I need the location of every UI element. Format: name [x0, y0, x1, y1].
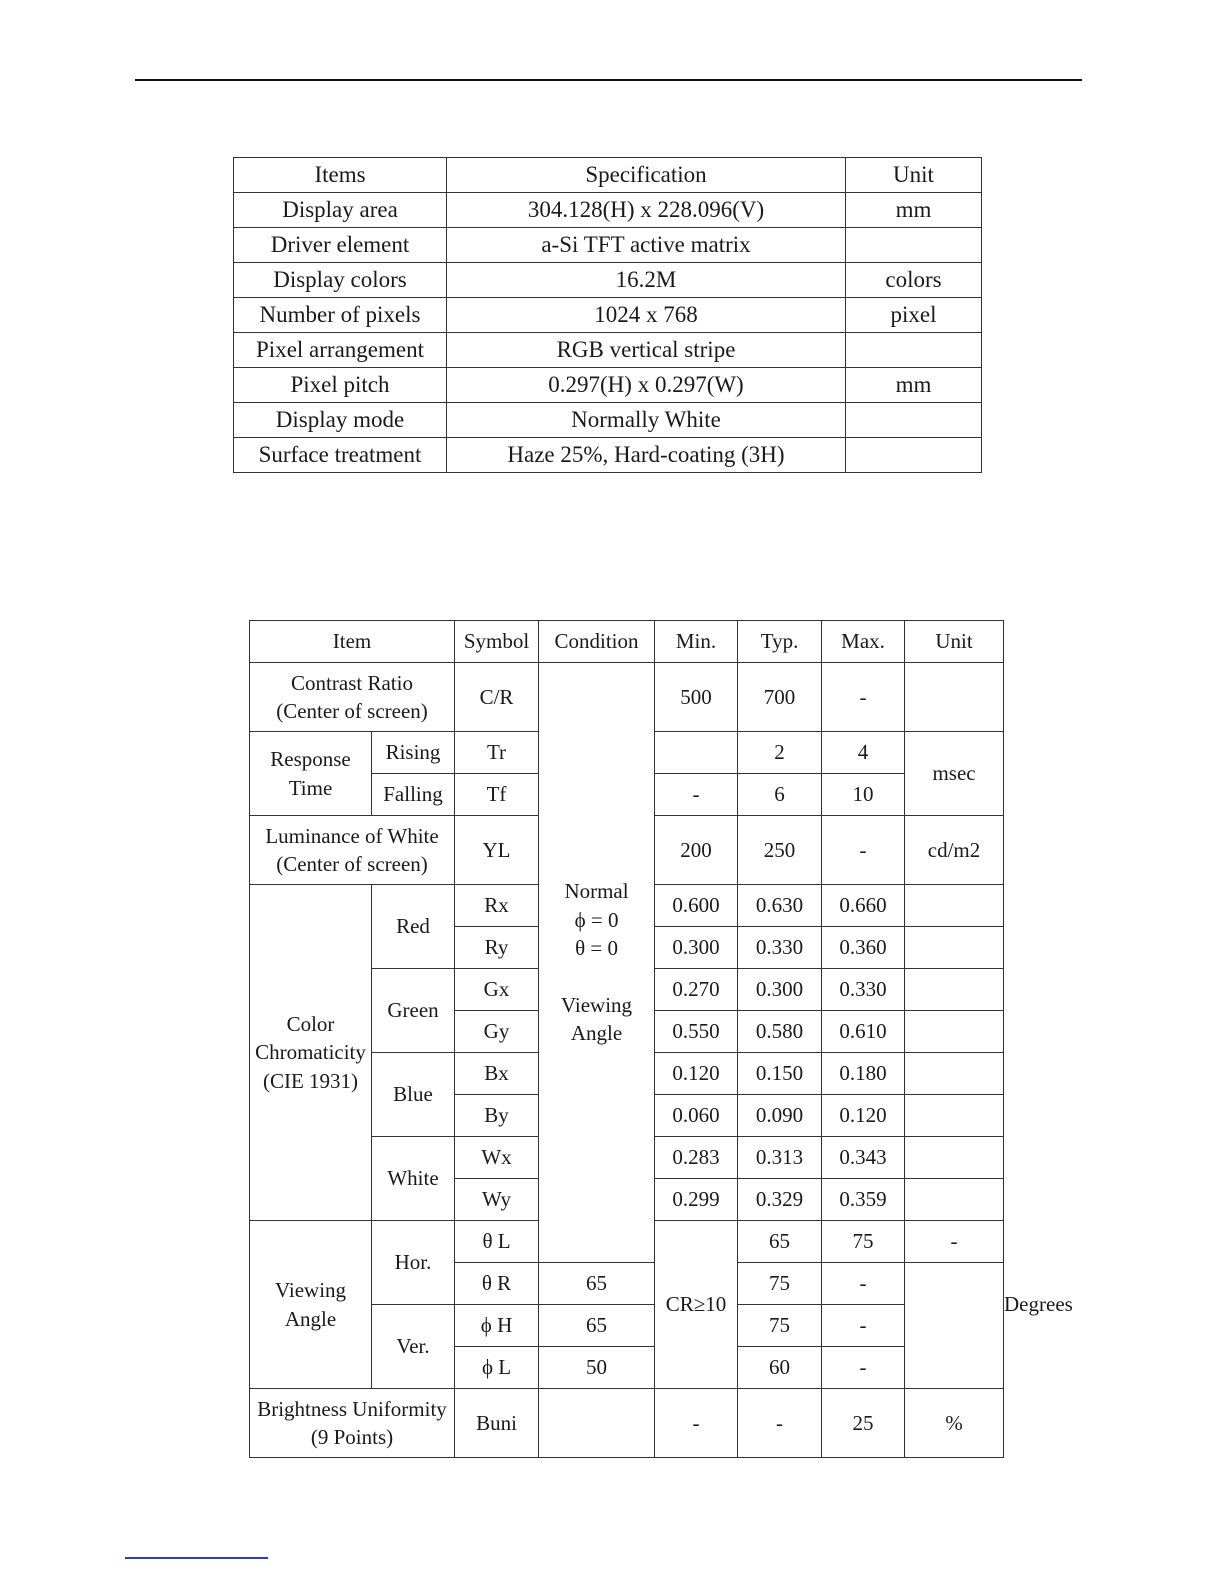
typ-cell: 0.580 [738, 1011, 822, 1053]
contrast-label [250, 663, 455, 732]
chroma-label-line3: (CIE 1931) [262, 1068, 359, 1093]
condition-normal-line2: ϕ = 0 [574, 907, 619, 932]
header-rule [135, 79, 1082, 81]
item-cell: Pixel arrangement [234, 333, 447, 368]
chroma-label-line2: Chromaticity [255, 1040, 366, 1065]
viewing-label-line2: Angle [284, 1306, 337, 1331]
max-cell: 0.180 [822, 1053, 905, 1095]
chroma-group-red: Red [372, 885, 455, 969]
min-cell: 0.300 [655, 927, 738, 969]
spec-header-row [234, 158, 982, 193]
header-items: Items [234, 158, 447, 193]
typ-cell: 0.090 [738, 1095, 822, 1137]
symbol-cell: C/R [455, 663, 539, 732]
table-row [234, 403, 982, 438]
min-cell: 65 [539, 1305, 655, 1347]
min-cell: 0.120 [655, 1053, 738, 1095]
symbol-cell: By [455, 1095, 539, 1137]
table-row [234, 228, 982, 263]
symbol-cell: Gx [455, 969, 539, 1011]
symbol-cell: Ry [455, 927, 539, 969]
unit-cell [905, 885, 1004, 927]
viewing-theta-l-row: Viewing Angle Hor. θ L CR≥10 65 75 - Degrees [250, 1221, 1004, 1263]
viewing-condition: CR≥10 [655, 1221, 738, 1389]
table-row [234, 298, 982, 333]
symbol-cell: Wy [455, 1179, 539, 1221]
min-cell: 0.270 [655, 969, 738, 1011]
typ-cell: 60 [738, 1347, 822, 1389]
symbol-cell: Tf [455, 774, 539, 816]
min-cell: 65 [738, 1221, 822, 1263]
unit-cell [905, 969, 1004, 1011]
typ-cell: 700 [738, 663, 822, 732]
header-unit: Unit [846, 158, 982, 193]
max-cell: 0.660 [822, 885, 905, 927]
unit-cell [846, 228, 982, 263]
max-cell: 4 [822, 732, 905, 774]
typ-cell: 0.150 [738, 1053, 822, 1095]
symbol-cell: Bx [455, 1053, 539, 1095]
table-row [234, 368, 982, 403]
spec-cell: 16.2M [447, 263, 846, 298]
uniformity-row [250, 1389, 1004, 1458]
chroma-label-line1: Color [286, 1011, 335, 1036]
contrast-row [250, 663, 1004, 732]
chroma-label [250, 885, 372, 1221]
max-cell: - [822, 1263, 905, 1305]
table-row [234, 333, 982, 368]
symbol-cell: Tr [455, 732, 539, 774]
falling-label: Falling [372, 774, 455, 816]
condition-normal-line5: Angle [570, 1021, 623, 1046]
response-label-line1: Response [270, 747, 351, 772]
condition-normal-line3: θ = 0 [575, 936, 618, 961]
min-cell: - [655, 774, 738, 816]
min-cell: 500 [655, 663, 738, 732]
optical-characteristics-table [249, 620, 1073, 1458]
typ-cell: 0.313 [738, 1137, 822, 1179]
contrast-label-line2: (Center of screen) [276, 699, 428, 723]
uniformity-label [250, 1389, 455, 1458]
header-item: Item [250, 621, 455, 663]
spec-cell: Normally White [447, 403, 846, 438]
unit-cell [905, 1053, 1004, 1095]
condition-normal-line4: Viewing [560, 992, 633, 1017]
symbol-cell: YL [455, 816, 539, 885]
table-row [234, 438, 982, 473]
symbol-cell: Buni [455, 1389, 539, 1458]
luminance-label [250, 816, 455, 885]
symbol-cell: Gy [455, 1011, 539, 1053]
header-unit: Unit [905, 621, 1004, 663]
unit-cell [905, 1179, 1004, 1221]
symbol-cell: θ R [455, 1263, 539, 1305]
header-max: Max. [822, 621, 905, 663]
max-cell: 0.360 [822, 927, 905, 969]
unit-cell: % [905, 1389, 1004, 1458]
header-symbol: Symbol [455, 621, 539, 663]
condition-normal-line1: Normal [564, 879, 629, 904]
typ-cell: - [738, 1389, 822, 1458]
min-cell: 0.550 [655, 1011, 738, 1053]
min-cell: - [655, 1389, 738, 1458]
max-cell: 0.120 [822, 1095, 905, 1137]
condition-normal [539, 663, 655, 1263]
item-cell: Display colors [234, 263, 447, 298]
header-min: Min. [655, 621, 738, 663]
unit-cell: colors [846, 263, 982, 298]
symbol-cell: ϕ L [455, 1347, 539, 1389]
typ-cell: 0.329 [738, 1179, 822, 1221]
response-label-line2: Time [288, 775, 333, 800]
condition-cell [539, 1389, 655, 1458]
spec-cell: 1024 x 768 [447, 298, 846, 333]
header-typ: Typ. [738, 621, 822, 663]
uniformity-label-line1: Brightness Uniformity [257, 1396, 447, 1421]
min-cell: 0.283 [655, 1137, 738, 1179]
viewing-ver: Ver. [372, 1305, 455, 1389]
min-cell: 0.060 [655, 1095, 738, 1137]
footer-link-underline[interactable] [125, 1557, 268, 1559]
typ-cell: 75 [738, 1305, 822, 1347]
chroma-group-green: Green [372, 969, 455, 1053]
typ-cell: 250 [738, 816, 822, 885]
unit-cell [905, 1095, 1004, 1137]
typ-cell: 75 [738, 1263, 822, 1305]
max-cell: - [822, 1305, 905, 1347]
max-cell: 0.610 [822, 1011, 905, 1053]
max-cell: 0.330 [822, 969, 905, 1011]
chroma-group-blue: Blue [372, 1053, 455, 1137]
typ-cell: 2 [738, 732, 822, 774]
unit-cell [905, 927, 1004, 969]
chroma-group-white: White [372, 1137, 455, 1221]
spec-cell: a-Si TFT active matrix [447, 228, 846, 263]
unit-cell [846, 333, 982, 368]
unit-cell: cd/m2 [905, 816, 1004, 885]
unit-cell [905, 663, 1004, 732]
viewing-label [250, 1221, 372, 1389]
viewing-hor: Hor. [372, 1221, 455, 1305]
symbol-cell: θ L [455, 1221, 539, 1263]
header-condition: Condition [539, 621, 655, 663]
header-specification: Specification [447, 158, 846, 193]
max-cell: 10 [822, 774, 905, 816]
min-cell [655, 732, 738, 774]
typ-cell: 0.630 [738, 885, 822, 927]
unit-cell: pixel [846, 298, 982, 333]
typ-cell: 0.300 [738, 969, 822, 1011]
unit-cell: mm [846, 368, 982, 403]
min-cell: 65 [539, 1263, 655, 1305]
unit-cell [905, 1011, 1004, 1053]
item-cell: Number of pixels [234, 298, 447, 333]
symbol-cell: Rx [455, 885, 539, 927]
item-cell: Surface treatment [234, 438, 447, 473]
max-cell: - [905, 1221, 1004, 1263]
typ-cell: 0.330 [738, 927, 822, 969]
contrast-label-line1: Contrast Ratio [291, 670, 413, 695]
unit-cell [846, 438, 982, 473]
max-cell: - [822, 663, 905, 732]
rising-label: Rising [372, 732, 455, 774]
item-cell: Pixel pitch [234, 368, 447, 403]
max-cell: 25 [822, 1389, 905, 1458]
uniformity-label-line2: (9 Points) [310, 1425, 394, 1449]
spec-cell: RGB vertical stripe [447, 333, 846, 368]
spec-cell: 0.297(H) x 0.297(W) [447, 368, 846, 403]
response-label [250, 732, 372, 816]
item-cell: Display mode [234, 403, 447, 438]
spec-cell: 304.128(H) x 228.096(V) [447, 193, 846, 228]
typ-cell: 75 [822, 1221, 905, 1263]
unit-cell: mm [846, 193, 982, 228]
min-cell: 50 [539, 1347, 655, 1389]
spec-table [233, 157, 982, 473]
max-cell: - [822, 1347, 905, 1389]
typ-cell: 6 [738, 774, 822, 816]
spec-cell: Haze 25%, Hard-coating (3H) [447, 438, 846, 473]
response-unit: msec [905, 732, 1004, 816]
min-cell: 0.600 [655, 885, 738, 927]
optical-header-row [250, 621, 1004, 663]
table-row [234, 263, 982, 298]
table-row [234, 193, 982, 228]
min-cell: 0.299 [655, 1179, 738, 1221]
max-cell: - [822, 816, 905, 885]
unit-cell [905, 1137, 1004, 1179]
max-cell: 0.359 [822, 1179, 905, 1221]
max-cell: 0.343 [822, 1137, 905, 1179]
luminance-label-line2: (Center of screen) [276, 852, 428, 876]
symbol-cell: Wx [455, 1137, 539, 1179]
viewing-label-line1: Viewing [274, 1278, 347, 1303]
item-cell: Driver element [234, 228, 447, 263]
min-cell: 200 [655, 816, 738, 885]
unit-cell [846, 403, 982, 438]
symbol-cell: ϕ H [455, 1305, 539, 1347]
item-cell: Display area [234, 193, 447, 228]
luminance-label-line1: Luminance of White [265, 823, 439, 848]
